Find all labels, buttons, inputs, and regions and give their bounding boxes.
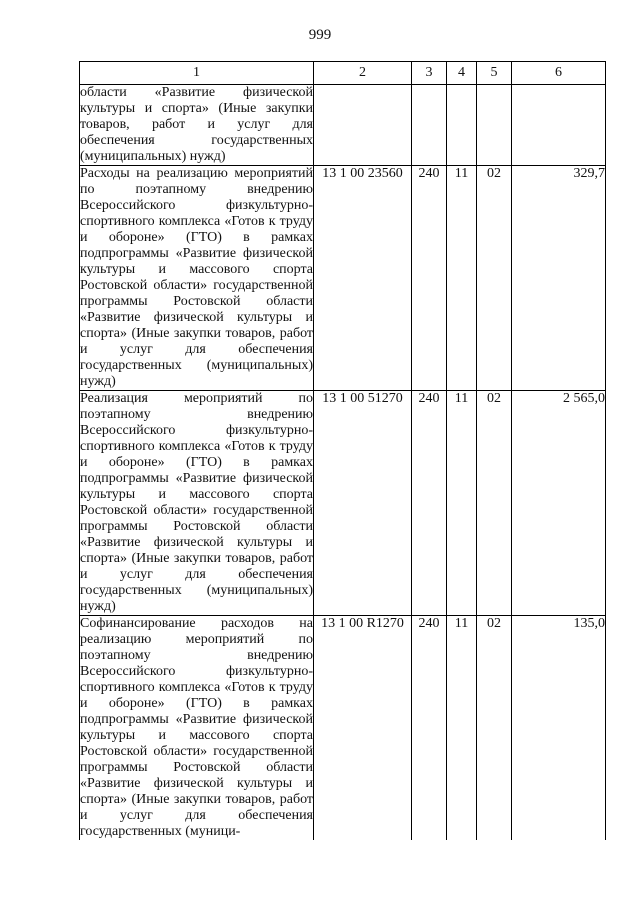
amount: 2 565,0	[512, 391, 606, 616]
table-row	[80, 85, 606, 166]
budget-table	[79, 61, 606, 840]
column-header: 3	[412, 62, 447, 85]
column-header: 2	[314, 62, 412, 85]
amount: 329,7	[512, 166, 606, 391]
row-description: области «Развитие физической культуры и спорта» (Иные закупки товаров, работ и услуг для обеспечения государственных (муниципальных) нужд)	[80, 85, 313, 164]
amount: 135,0	[512, 616, 606, 841]
expense-type	[412, 85, 447, 166]
page-number: 999	[308, 27, 332, 43]
target-article-code: 13 1 00 R1270	[314, 616, 412, 841]
target-article-code	[314, 85, 412, 166]
expense-type: 240	[412, 166, 447, 391]
column-header: 6	[512, 62, 606, 85]
column-header: 5	[477, 62, 512, 85]
row-description: Реализация мероприятий по поэтапному внедрению Всероссийского физкультурно-спортивного комплекса «Готов к труду и обороне» (ГТО) в рамках подпрограммы «Развитие физической культуры и массового спорта Ростовской области» государственной программы Ростовской области «Развитие физической культуры и спорта» (Иные закупки товаров, работ и услуг для обеспечения государственных (муниципальных) нужд)	[80, 391, 313, 614]
section: 11	[447, 391, 477, 616]
subsection: 02	[477, 166, 512, 391]
subsection: 02	[477, 391, 512, 616]
row-description: Расходы на реализацию мероприятий по поэтапному внедрению Всероссийского физкультурно-спортивного комплекса «Готов к труду и обороне» (ГТО) в рамках подпрограммы «Развитие физической культуры и массового спорта Ростовской области» государственной программы Ростовской области «Развитие физической культуры и спорта» (Иные закупки товаров, работ и услуг для обеспечения государственных (муниципальных) нужд)	[80, 166, 313, 389]
target-article-code: 13 1 00 23560	[314, 166, 412, 391]
subsection: 02	[477, 616, 512, 841]
section: 11	[447, 616, 477, 841]
table-row	[80, 166, 606, 391]
target-article-code: 13 1 00 51270	[314, 391, 412, 616]
section: 11	[447, 166, 477, 391]
column-header: 1	[80, 62, 314, 85]
table-row	[80, 391, 606, 616]
table-row	[80, 616, 606, 841]
expense-type: 240	[412, 391, 447, 616]
column-header: 4	[447, 62, 477, 85]
amount	[512, 85, 606, 166]
expense-type: 240	[412, 616, 447, 841]
subsection	[477, 85, 512, 166]
section	[447, 85, 477, 166]
table-header-row	[80, 62, 606, 85]
row-description: Софинансирование расходов на реализацию мероприятий по поэтапному внедрению Всероссийского физкультурно-спортивного комплекса «Готов к труду и обороне» (ГТО) в рамках подпрограммы «Развитие физической культуры и массового спорта Ростовской области» государственной программы Ростовской области «Развитие физической культуры и спорта» (Иные закупки товаров, работ и услуг для обеспечения государственных (муници-	[80, 616, 313, 839]
